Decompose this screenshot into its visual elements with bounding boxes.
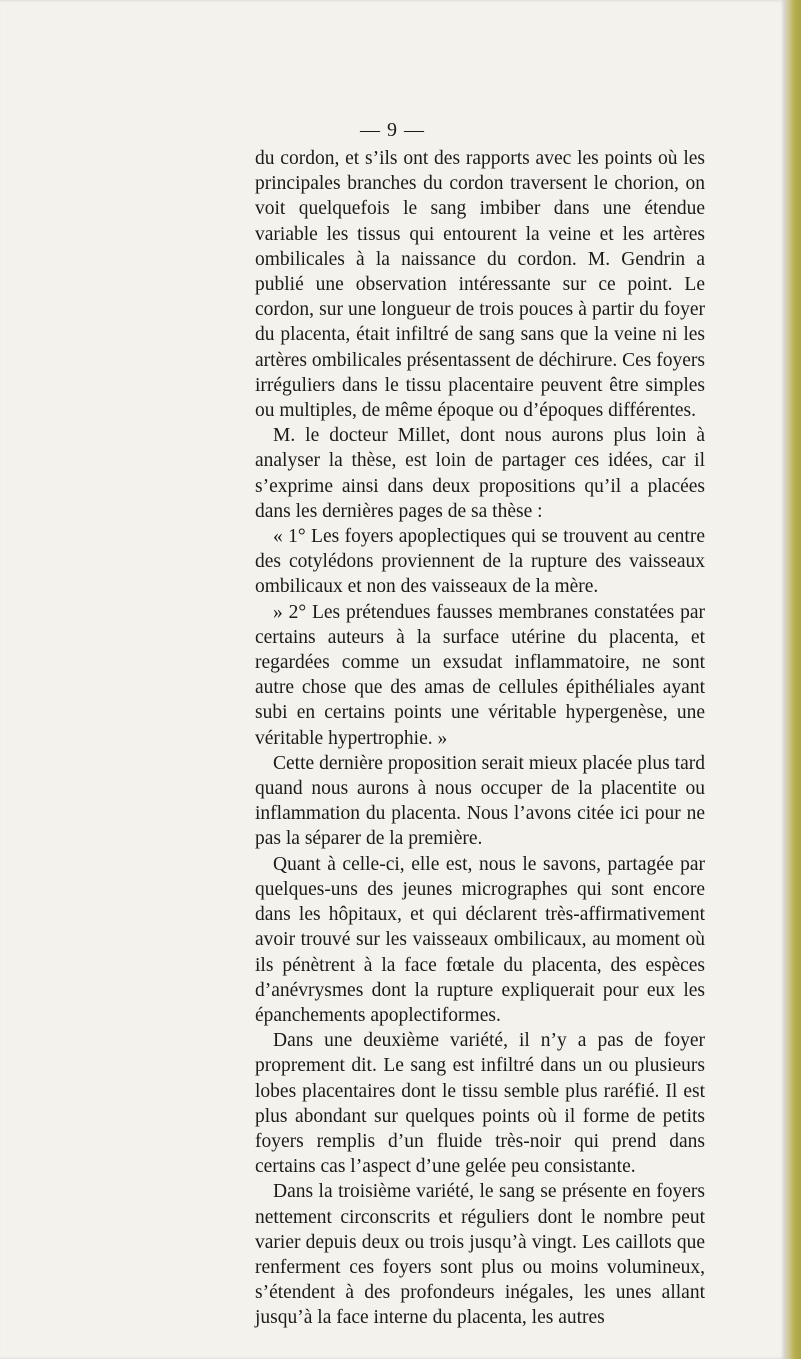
- page-body: [255, 146, 705, 1331]
- paragraph: du cordon, et s’ils ont des rapports avec les points où les principales branches du cordon traversent le chorion, on voit quelquefois le sang imbiber dans une étendue variable les tissus qui entourent la veine et les artères ombilicales à la naissance du cordon. M. Gendrin a publié une observation intéressante sur ce point. Le cordon, sur une longueur de trois pouces à partir du foyer du placenta, était infiltré de sang sans que la veine ni les artères ombilicales présentassent de déchirure. Ces foyers irréguliers dans le tissu placentaire peuvent être simples ou multiples, de même époque ou d’époques différentes.: [255, 148, 705, 422]
- paragraph: Dans la troisième variété, le sang se présente en foyers nettement circonscrits et réguliers dont le nombre peut varier depuis deux ou trois jusqu’à vingt. Les caillots que renferment ces foyers sont plus ou moins volumineux, s’étendent à des profondeurs inégales, les unes allant jusqu’à la face interne du placenta, les autres: [255, 1181, 705, 1329]
- book-edge: [785, 0, 801, 1359]
- page-number-header: — 9 —: [360, 119, 425, 141]
- paragraph: Quant à celle-ci, elle est, nous le savons, partagée par quelques-uns des jeunes micrographes qui sont encore dans les hôpitaux, et qui déclarent très-affirmativement avoir trouvé sur les vaisseaux ombilicaux, au moment où ils pénètrent à la face fœtale du placenta, des espèces d’anévrysmes dont la rupture expliquerait pour eux les épanchements apoplectiformes.: [255, 853, 705, 1026]
- paragraph: Dans une deuxième variété, il n’y a pas de foyer proprement dit. Le sang est infiltré dans un ou plusieurs lobes placentaires dont le tissu semble plus raréfié. Il est plus abondant sur quelques points où il forme de petits foyers remplis d’un fluide très-noir qui prend dans certains cas l’aspect d’une gelée peu consistante.: [255, 1030, 705, 1178]
- paragraph: » 2° Les prétendues fausses membranes constatées par certains auteurs à la surface utérine du placenta, et regardées comme un exsudat inflammatoire, ne sont autre chose que des amas de cellules épithéliales ayant subi en certains points une véritable hypergenèse, une véritable hypertrophie. »: [255, 601, 705, 749]
- paragraph: « 1° Les foyers apoplectiques qui se trouvent au centre des cotylédons proviennent de la rupture des vaisseaux ombilicaux et non des vaisseaux de la mère.: [255, 526, 705, 598]
- paragraph: Cette dernière proposition serait mieux placée plus tard quand nous aurons à nous occuper de la placentite ou inflammation du placenta. Nous l’avons citée ici pour ne pas la séparer de la première.: [255, 752, 705, 850]
- paragraph: M. le docteur Millet, dont nous aurons plus loin à analyser la thèse, est loin de partager ces idées, car il s’exprime ainsi dans deux propositions qu’il a placées dans les dernières pages de sa thèse :: [255, 425, 705, 522]
